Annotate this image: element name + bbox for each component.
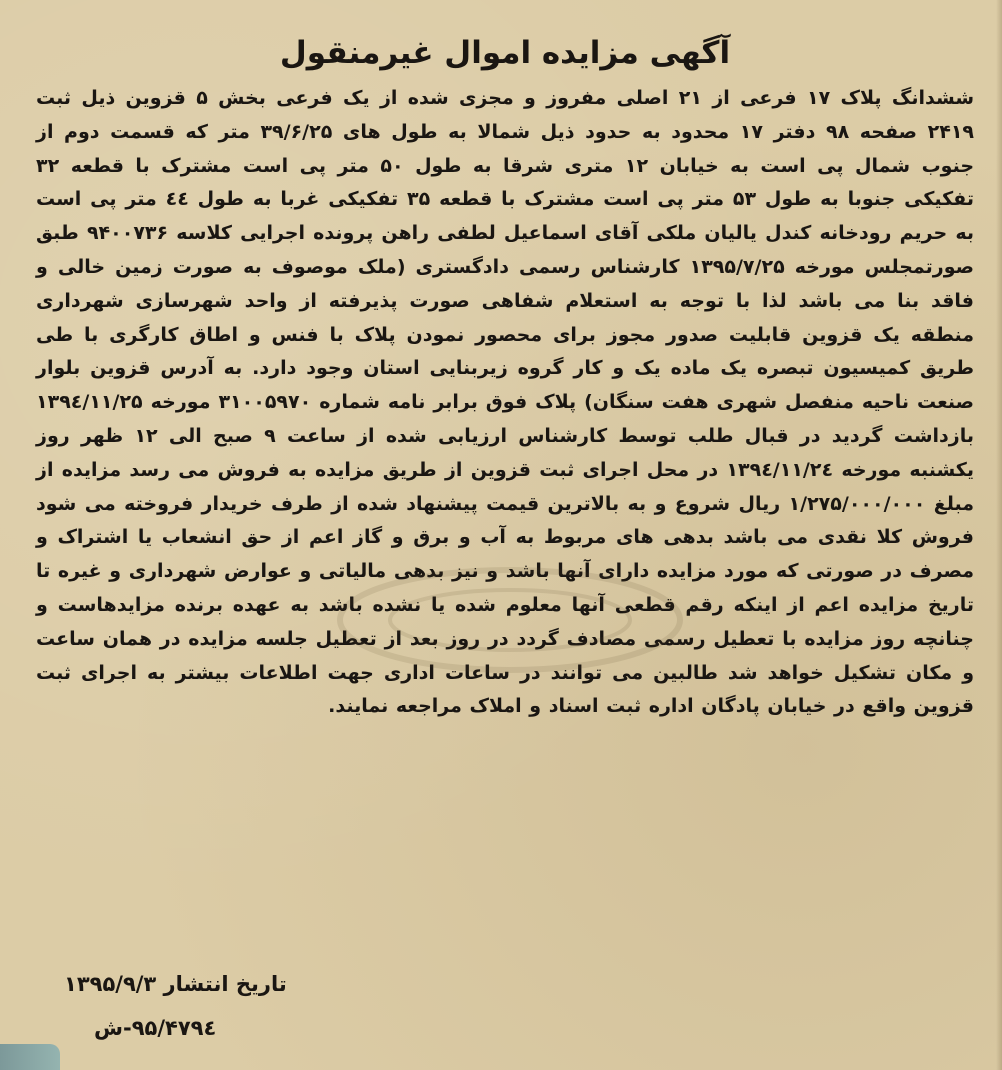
reference-code: ۴۷۹٤/۹۵-ش — [94, 1016, 217, 1040]
corner-color-mark — [0, 1044, 60, 1070]
notice-title: آگهی مزایده اموال غیرمنقول — [279, 35, 731, 71]
page-edge-shadow — [996, 0, 1002, 1070]
notice-body: ششدانگ پلاک ۱۷ فرعی از ۲۱ اصلی مفروز و مجزی شده از یک فرعی بخش ۵ قزوین ذیل ثبت ۲۴۱۹ صفحه ۹۸ دفتر ۱۷ محدود به حدود ذیل شمالا به طول های ۳۹/۶/۲۵ متر که قسمت دوم از جنوب شمال پی است به خیابان ۱۲ متری شرقا به طول ۵۰ متر پی است مشترک با قطعه ۳۲ تفکیکی جنوبا به طول ۵۳ متر پی است مشترک با قطعه ۳۵ تفکیکی غربا به طول ٤٤ متر پی است به حریم رودخانه کندل یالیان ملکی آقای اسماعیل لطفی راهن پرونده اجرایی کلاسه ۹۴۰۰۷۳۶ طبق صورتمجلس مورخه ۱۳۹۵/۷/۲۵ کارشناس رسمی دادگستری (ملک موصوف به صورت زمین خالی و فاقد بنا می باشد لذا با توجه به استعلام شفاهی صورت پذیرفته از واحد شهرسازی شهرداری منطقه یک قزوین قابلیت صدور مجوز برای محصور نمودن پلاک با فنس و اطاق کارگری با طی طریق کمیسیون تبصره یک ماده یک و کار گروه زیربنایی استان وجود دارد. به آدرس قزوین بلوار صنعت ناحیه منفصل شهری هفت سنگان) پلاک فوق برابر نامه شماره ۳۱۰۰۵۹۷۰ مورخه ۱۳۹٤/۱۱/۲۵ بازداشت گردید در قبال طلب توسط کارشناس ارزیابی شده از ساعت ۹ صبح الی ۱۲ ظهر روز یکشنبه مورخه ۱۳۹٤/۱۱/۲٤ در محل اجرای ثبت قزوین از طریق مزایده به فروش می رسد مزایده از مبلغ ۱/۲۷۵/۰۰۰/۰۰۰ ریال شروع و به بالاترین قیمت پیشنهاد شده از طرف خریدار فروخته می شود فروش کلا نقدی می باشد بدهی های مربوط به آب و برق و گاز اعم از حق انشعاب یا اشتراک و مصرف در صورتی که مورد مزایده دارای آنها باشد و نیز بدهی مالیاتی و عوارض شهرداری و غیره تا تاریخ مزایده اعم از اینکه رقم قطعی آنها معلوم شده یا نشده باشد به عهده برنده مزایدهاست و چنانچه روز مزایده با تعطیل رسمی مصادف گردد در روز بعد از تعطیل جلسه مزایده در همان ساعت و مکان تشکیل خواهد شد طالبین می توانند در ساعات اداری جهت اطلاعات بیشتر به اجرای ثبت قزوین واقع در خیابان پادگان اداره ثبت اسناد و املاک مراجعه نمایند. — [36, 87, 975, 718]
publication-date: تاریخ انتشار ۱۳۹۵/۹/۳ — [64, 972, 287, 996]
